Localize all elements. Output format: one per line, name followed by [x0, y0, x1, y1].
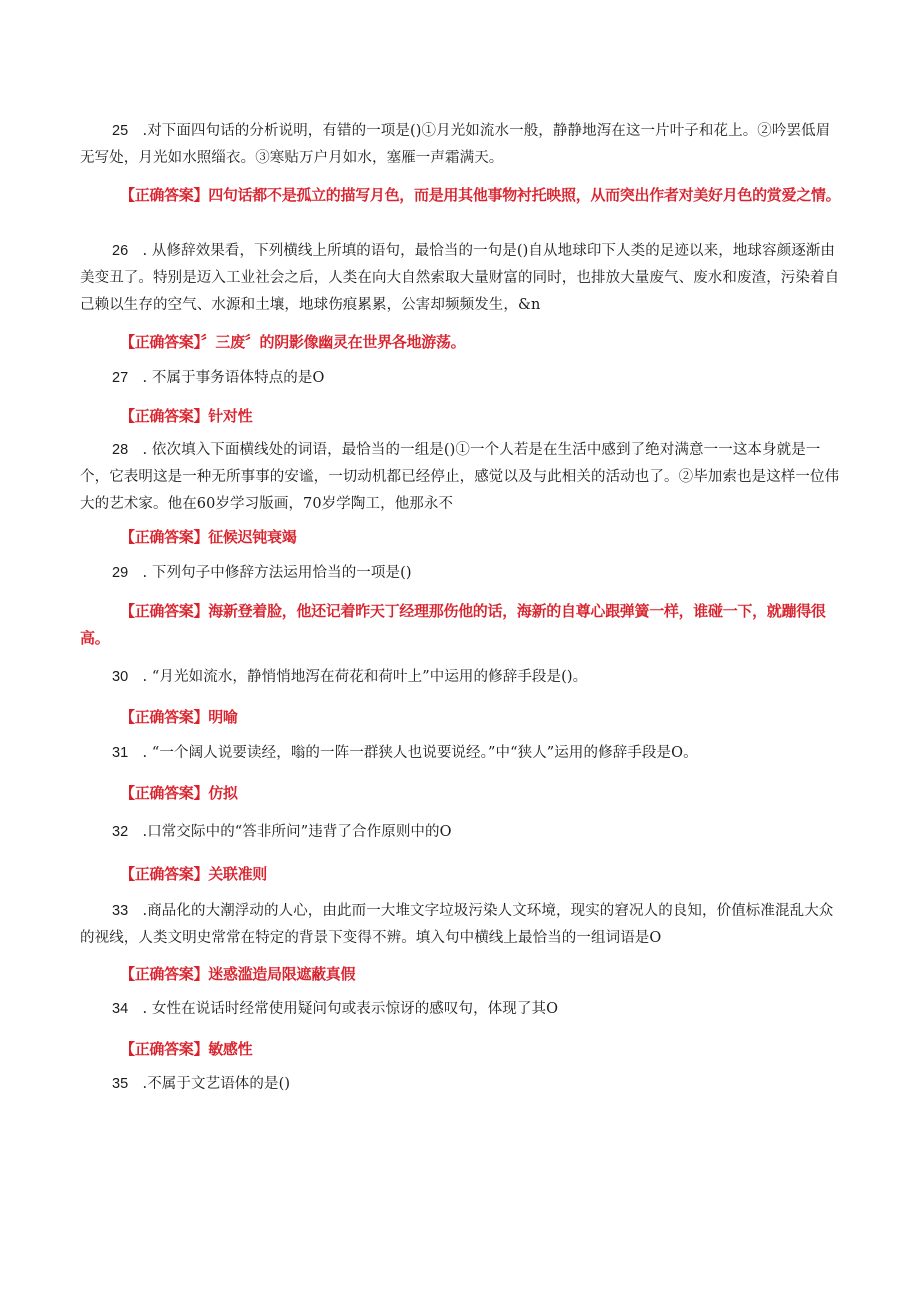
question-number: 31 [112, 745, 129, 761]
answer-28: 【正确答案】征候迟钝衰竭 [120, 528, 297, 546]
question-number: 30 [112, 669, 129, 685]
question-28 [80, 437, 840, 518]
answer-27: 【正确答案】针对性 [120, 407, 253, 425]
question-text: .口常交际中的“答非所问”违背了合作原则中的O [142, 824, 452, 840]
answer-26: 【正确答案】〞三废〞的阴影像幽灵在世界各地游荡。 [120, 333, 466, 351]
question-number: 33 [112, 903, 129, 919]
question-text: . 下列句子中修辞方法运用恰当的一项是() [142, 565, 412, 581]
question-text: . 依次填入下面横线处的词语，最恰当的一组是()①一个人若是在生活中感到了绝对满意一一这本身就是一个，它表明这是一种无所事事的安谧，一切动机都已经停止，感觉以及与此相关的活动也了。②毕加索也是这样一位伟大的艺术家。他在60岁学习版画，70岁学陶工，他那永不 [80, 442, 840, 512]
question-31 [80, 740, 840, 767]
answer-31: 【正确答案】仿拟 [120, 784, 238, 802]
question-29 [80, 560, 840, 587]
question-number: 35 [112, 1076, 129, 1092]
question-34 [80, 996, 840, 1023]
question-33 [80, 898, 840, 952]
question-number: 34 [112, 1001, 129, 1017]
question-text: . “一个阔人说要读经，嗡的一阵一群狭人也说要说经。”中“狭人”运用的修辞手段是O。 [142, 745, 698, 761]
question-text: .不属于文艺语体的是() [142, 1076, 291, 1092]
question-text: .对下面四句话的分析说明，有错的一项是()①月光如流水一般，静静地泻在这一片叶子和花上。②吟罢低眉无写处，月光如水照缁衣。③寒贴万户月如水，塞雁一声霜满天。 [80, 123, 831, 166]
question-35 [80, 1071, 840, 1098]
question-32 [80, 819, 840, 846]
answer-30: 【正确答案】明喻 [120, 708, 238, 726]
answer-34: 【正确答案】敏感性 [120, 1040, 253, 1058]
question-text: . “月光如流水，静悄悄地泻在荷花和荷叶上”中运用的修辞手段是()。 [142, 669, 588, 685]
question-number: 32 [112, 824, 129, 840]
answer-32: 【正确答案】关联准则 [120, 865, 268, 883]
question-27 [80, 365, 840, 392]
answer-25: 【正确答案】四句话都不是孤立的描写月色，而是用其他事物衬托映照，从而突出作者对美好月色的赏爱之情。 [120, 186, 841, 204]
question-number: 25 [112, 123, 129, 139]
question-number: 29 [112, 565, 129, 581]
question-30 [80, 664, 840, 691]
question-number: 27 [112, 370, 129, 386]
answer-33: 【正确答案】迷惑滥造局限遮蔽真假 [120, 965, 356, 983]
question-text: . 女性在说话时经常使用疑问句或表示惊讶的感叹句，体现了其O [142, 1001, 559, 1017]
answer-29: 【正确答案】海新登着脸，他还记着昨天丁经理那伤他的话，海新的自尊心跟弹簧一样，谁碰一下，就蹦得很高。 [80, 602, 826, 647]
question-number: 26 [112, 243, 129, 259]
question-text: .商品化的大潮浮动的人心，由此而一大堆文字垃圾污染人文环境，现实的窘况人的良知，价值标准混乱大众的视线，人类文明史常常在特定的背景下变得不辨。填入句中横线上最恰当的一组词语是O [80, 903, 834, 946]
question-number: 28 [112, 442, 129, 458]
question-text: . 从修辞效果看，下列横线上所填的语句，最恰当的一句是()自从地球印下人类的足迹以来，地球容颜逐渐由美变丑了。特别是迈入工业社会之后，人类在向大自然索取大量财富的同时，也排放大量废气、废水和废渣，污染着自己赖以生存的空气、水源和土壤，地球伤痕累累，公害却频频发生，&n [80, 243, 840, 313]
question-text: . 不属于事务语体特点的是O [142, 370, 325, 386]
question-26 [80, 238, 840, 319]
question-25 [80, 118, 840, 172]
